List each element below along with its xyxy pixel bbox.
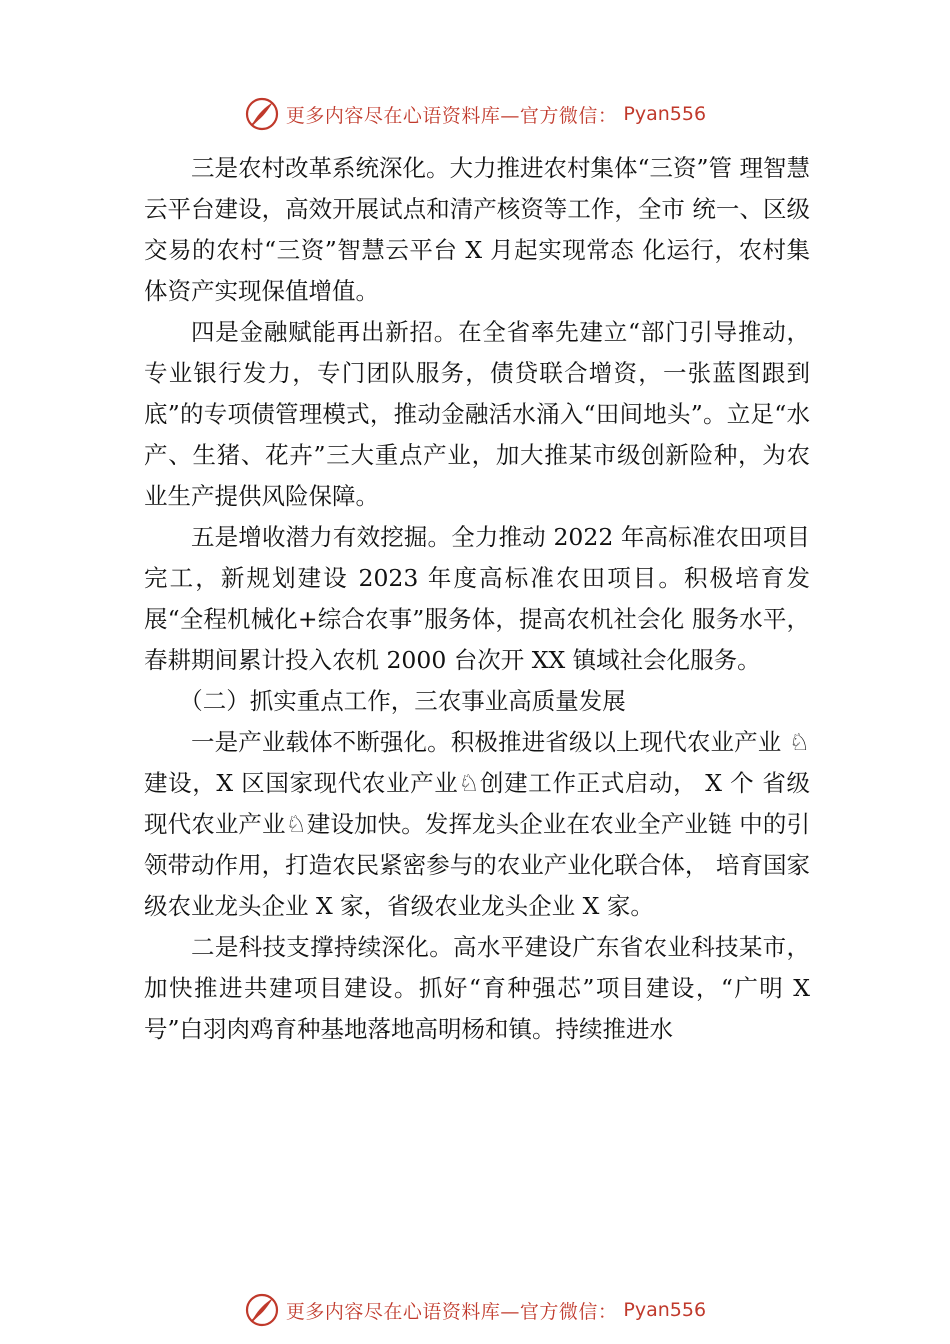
watermark-footer (0, 1290, 950, 1330)
watermark-text: 更多内容尽在心语资料库—官方微信： (285, 1300, 618, 1323)
paragraph-finance: 四是金融赋能再出新招。在全省率先建立“部门引导推动，专业银行发力，专门团队服务，债贷联合增资，一张蓝图跟到底”的专项债管理模式，推动金融活水涌入“田间地头”。立足“水产、生猪、花卉”三大重点产业，加大推某市级创新险种，为农业生产提供风险保障。 (144, 318, 810, 510)
quill-logo-icon (244, 1292, 280, 1328)
watermark-wechat-id: Pyan556 (623, 103, 707, 125)
quill-logo-icon (244, 96, 280, 132)
watermark-wechat-id: Pyan556 (623, 1299, 707, 1321)
watermark-text: 更多内容尽在心语资料库—官方微信： (285, 104, 618, 127)
paragraph-industry-carrier: 一是产业载体不断强化。积极推进省级以上现代农业产业 ♘建设，X 区国家现代农业产业♘创建工作正式启动， X 个 省级现代农业产业♘建设加快。发挥龙头企业在农业全产业链 中的引领带动作用，打造农民紧密参与的农业产业化联合体， 培育国家级农业龙头企业 X 家，省级农业龙头企业 X 家。 (144, 728, 810, 920)
document-body (144, 148, 810, 1050)
section-heading: （二）抓实重点工作，三农事业高质量发展 (179, 687, 626, 715)
paragraph-income-potential: 五是增收潜力有效挖掘。全力推动 2022 年高标准农田项目完工，新规划建设 2023 年度高标准农田项目。积极培育发展“全程机械化+综合农事”服务体，提高农机社会化 服务水平，春耕期间累计投入农机 2000 台次开 XX 镇域社会化服务。 (144, 523, 810, 674)
watermark-header (0, 94, 950, 134)
paragraph-tech-support: 二是科技支撑持续深化。高水平建设广东省农业科技某市，加快推进共建项目建设。抓好“育种强芯”项目建设，“广明 X 号”白羽肉鸡育种基地落地高明杨和镇。持续推进水 (144, 933, 810, 1043)
paragraph-rural-reform: 三是农村改革系统深化。大力推进农村集体“三资”管 理智慧云平台建设，高效开展试点和清产核资等工作，全市 统一、区级交易的农村“三资”智慧云平台 X 月起实现常态 化运行，农村集体资产实现保值增值。 (144, 154, 810, 305)
